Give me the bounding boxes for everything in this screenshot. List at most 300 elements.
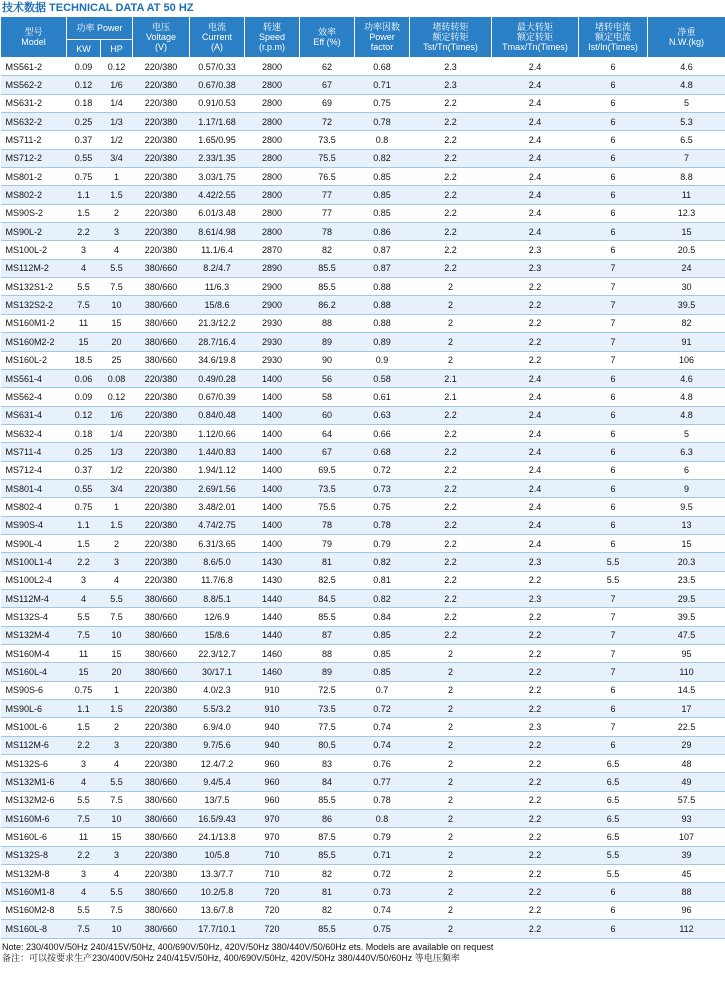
cell-starting-torque: 2 — [410, 828, 492, 846]
cell-hp: 1 — [101, 168, 133, 186]
header-voltage: 电压 Voltage (V) — [133, 17, 190, 58]
cell-efficiency: 64 — [300, 424, 355, 442]
cell-speed: 1400 — [245, 516, 300, 534]
table-row — [1, 76, 725, 94]
cell-power-factor: 0.71 — [355, 846, 410, 864]
cell-power-factor: 0.58 — [355, 369, 410, 387]
cell-starting-torque: 2 — [410, 755, 492, 773]
cell-starting-current: 6 — [579, 149, 648, 167]
cell-efficiency: 88 — [300, 314, 355, 332]
cell-net-weight: 49 — [648, 773, 725, 791]
cell-max-torque: 2.2 — [492, 351, 579, 369]
cell-current: 30/17.1 — [190, 663, 245, 681]
cell-starting-torque: 2 — [410, 314, 492, 332]
cell-current: 13.6/7.8 — [190, 901, 245, 919]
cell-model: MS632-2 — [1, 113, 67, 131]
cell-current: 2.33/1.35 — [190, 149, 245, 167]
cell-max-torque: 2.4 — [492, 149, 579, 167]
cell-efficiency: 79 — [300, 534, 355, 552]
cell-starting-torque: 2.2 — [410, 149, 492, 167]
cell-kw: 7.5 — [67, 920, 101, 938]
cell-net-weight: 15 — [648, 534, 725, 552]
cell-hp: 5.5 — [101, 773, 133, 791]
header-starting-current: 堵转电流 额定电流 Ist/In(Times) — [579, 17, 648, 58]
cell-current: 1.65/0.95 — [190, 131, 245, 149]
cell-kw: 15 — [67, 333, 101, 351]
cell-starting-torque: 2.2 — [410, 608, 492, 626]
cell-model: MS132M-4 — [1, 626, 67, 644]
cell-speed: 2800 — [245, 76, 300, 94]
cell-max-torque: 2.2 — [492, 791, 579, 809]
cell-starting-torque: 2 — [410, 700, 492, 718]
cell-hp: 5.5 — [101, 259, 133, 277]
cell-max-torque: 2.3 — [492, 589, 579, 607]
table-row — [1, 810, 725, 828]
cell-power-factor: 0.74 — [355, 736, 410, 754]
cell-model: MS132S-6 — [1, 755, 67, 773]
cell-speed: 1440 — [245, 589, 300, 607]
cell-voltage: 380/660 — [133, 828, 190, 846]
header-net-weight: 净重 N.W.(kg) — [648, 17, 725, 58]
cell-current: 28.7/16.4 — [190, 333, 245, 351]
table-row — [1, 883, 725, 901]
header-kw: KW — [67, 40, 101, 58]
cell-max-torque: 2.4 — [492, 76, 579, 94]
cell-max-torque: 2.4 — [492, 113, 579, 131]
cell-kw: 1.5 — [67, 204, 101, 222]
cell-power-factor: 0.72 — [355, 700, 410, 718]
cell-net-weight: 24 — [648, 259, 725, 277]
cell-power-factor: 0.72 — [355, 461, 410, 479]
table-row — [1, 241, 725, 259]
cell-net-weight: 107 — [648, 828, 725, 846]
cell-max-torque: 2.3 — [492, 259, 579, 277]
cell-kw: 0.09 — [67, 58, 101, 76]
table-row — [1, 424, 725, 442]
table-row — [1, 149, 725, 167]
table-row — [1, 553, 725, 571]
cell-speed: 1430 — [245, 553, 300, 571]
cell-power-factor: 0.75 — [355, 498, 410, 516]
cell-efficiency: 90 — [300, 351, 355, 369]
cell-starting-current: 5.5 — [579, 846, 648, 864]
cell-speed: 1430 — [245, 571, 300, 589]
cell-model: MS132S-8 — [1, 846, 67, 864]
cell-max-torque: 2.2 — [492, 828, 579, 846]
cell-model: MS160L-8 — [1, 920, 67, 938]
cell-starting-torque: 2.2 — [410, 516, 492, 534]
cell-efficiency: 67 — [300, 443, 355, 461]
cell-efficiency: 56 — [300, 369, 355, 387]
cell-speed: 710 — [245, 846, 300, 864]
table-row — [1, 443, 725, 461]
cell-kw: 0.18 — [67, 94, 101, 112]
cell-net-weight: 5 — [648, 424, 725, 442]
cell-power-factor: 0.85 — [355, 168, 410, 186]
cell-efficiency: 87 — [300, 626, 355, 644]
table-row — [1, 131, 725, 149]
cell-voltage: 220/380 — [133, 94, 190, 112]
cell-starting-current: 6 — [579, 461, 648, 479]
cell-efficiency: 72.5 — [300, 681, 355, 699]
table-row — [1, 113, 725, 131]
cell-starting-current: 6 — [579, 131, 648, 149]
cell-speed: 1400 — [245, 479, 300, 497]
cell-model: MS132M2-6 — [1, 791, 67, 809]
cell-speed: 940 — [245, 718, 300, 736]
note-chinese: 备注：可以按要求生产230/400V/50Hz 240/415V/50Hz, 400/690V/50Hz, 420V/50Hz 380/440V/50/60Hz 等电压频率 — [2, 952, 460, 963]
cell-max-torque: 2.4 — [492, 424, 579, 442]
cell-starting-current: 6 — [579, 883, 648, 901]
cell-kw: 7.5 — [67, 296, 101, 314]
cell-power-factor: 0.82 — [355, 149, 410, 167]
cell-starting-current: 6 — [579, 241, 648, 259]
cell-net-weight: 23.5 — [648, 571, 725, 589]
cell-model: MS712-2 — [1, 149, 67, 167]
cell-efficiency: 67 — [300, 76, 355, 94]
cell-max-torque: 2.4 — [492, 131, 579, 149]
cell-net-weight: 4.6 — [648, 58, 725, 76]
cell-speed: 1400 — [245, 534, 300, 552]
cell-current: 8.8/5.1 — [190, 589, 245, 607]
cell-kw: 0.25 — [67, 113, 101, 131]
header-power: 功率 Power — [67, 17, 133, 40]
cell-model: MS711-4 — [1, 443, 67, 461]
cell-starting-current: 6.5 — [579, 791, 648, 809]
cell-hp: 1.5 — [101, 516, 133, 534]
cell-starting-torque: 2.2 — [410, 443, 492, 461]
cell-starting-torque: 2 — [410, 810, 492, 828]
cell-model: MS561-2 — [1, 58, 67, 76]
cell-max-torque: 2.2 — [492, 314, 579, 332]
cell-net-weight: 17 — [648, 700, 725, 718]
cell-speed: 1400 — [245, 424, 300, 442]
cell-current: 5.5/3.2 — [190, 700, 245, 718]
cell-model: MS561-4 — [1, 369, 67, 387]
cell-voltage: 220/380 — [133, 461, 190, 479]
cell-starting-torque: 2 — [410, 865, 492, 883]
cell-current: 1.94/1.12 — [190, 461, 245, 479]
cell-power-factor: 0.84 — [355, 608, 410, 626]
cell-speed: 2800 — [245, 168, 300, 186]
cell-net-weight: 48 — [648, 755, 725, 773]
cell-max-torque: 2.4 — [492, 186, 579, 204]
cell-starting-current: 6.5 — [579, 828, 648, 846]
cell-net-weight: 57.5 — [648, 791, 725, 809]
cell-speed: 720 — [245, 901, 300, 919]
cell-starting-current: 6 — [579, 186, 648, 204]
cell-starting-current: 5.5 — [579, 865, 648, 883]
cell-speed: 2800 — [245, 58, 300, 76]
cell-efficiency: 89 — [300, 333, 355, 351]
cell-efficiency: 84.5 — [300, 589, 355, 607]
cell-voltage: 220/380 — [133, 204, 190, 222]
cell-power-factor: 0.89 — [355, 333, 410, 351]
cell-current: 10/5.8 — [190, 846, 245, 864]
cell-power-factor: 0.85 — [355, 186, 410, 204]
cell-efficiency: 85.5 — [300, 278, 355, 296]
cell-starting-torque: 2.2 — [410, 498, 492, 516]
cell-model: MS160L-4 — [1, 663, 67, 681]
table-row — [1, 351, 725, 369]
cell-model: MS160M2-8 — [1, 901, 67, 919]
cell-model: MS90L-6 — [1, 700, 67, 718]
cell-starting-current: 6 — [579, 406, 648, 424]
cell-kw: 2.2 — [67, 553, 101, 571]
cell-voltage: 220/380 — [133, 718, 190, 736]
cell-voltage: 220/380 — [133, 406, 190, 424]
table-row — [1, 901, 725, 919]
cell-current: 4.74/2.75 — [190, 516, 245, 534]
cell-hp: 4 — [101, 865, 133, 883]
cell-voltage: 380/660 — [133, 773, 190, 791]
cell-starting-torque: 2 — [410, 663, 492, 681]
cell-current: 13/7.5 — [190, 791, 245, 809]
table-row — [1, 534, 725, 552]
cell-starting-current: 5.5 — [579, 553, 648, 571]
cell-hp: 1 — [101, 681, 133, 699]
header-current: 电流 Current (A) — [190, 17, 245, 58]
cell-efficiency: 81 — [300, 883, 355, 901]
cell-net-weight: 20.5 — [648, 241, 725, 259]
cell-power-factor: 0.63 — [355, 406, 410, 424]
cell-net-weight: 110 — [648, 663, 725, 681]
cell-max-torque: 2.4 — [492, 406, 579, 424]
cell-max-torque: 2.4 — [492, 479, 579, 497]
cell-hp: 7.5 — [101, 278, 133, 296]
cell-voltage: 220/380 — [133, 755, 190, 773]
cell-speed: 2890 — [245, 259, 300, 277]
cell-efficiency: 75.5 — [300, 498, 355, 516]
cell-net-weight: 8.8 — [648, 168, 725, 186]
cell-efficiency: 76.5 — [300, 168, 355, 186]
cell-net-weight: 112 — [648, 920, 725, 938]
cell-speed: 2930 — [245, 351, 300, 369]
cell-max-torque: 2.2 — [492, 626, 579, 644]
cell-kw: 7.5 — [67, 810, 101, 828]
cell-speed: 1400 — [245, 443, 300, 461]
cell-starting-current: 6 — [579, 901, 648, 919]
cell-max-torque: 2.4 — [492, 369, 579, 387]
cell-hp: 1.5 — [101, 700, 133, 718]
cell-power-factor: 0.72 — [355, 865, 410, 883]
table-row — [1, 333, 725, 351]
cell-efficiency: 85.5 — [300, 920, 355, 938]
cell-hp: 10 — [101, 626, 133, 644]
cell-hp: 3/4 — [101, 479, 133, 497]
cell-starting-torque: 2.2 — [410, 131, 492, 149]
cell-kw: 11 — [67, 314, 101, 332]
cell-net-weight: 29.5 — [648, 589, 725, 607]
cell-starting-current: 7 — [579, 608, 648, 626]
cell-starting-current: 6 — [579, 920, 648, 938]
cell-hp: 0.08 — [101, 369, 133, 387]
cell-model: MS90L-4 — [1, 534, 67, 552]
cell-speed: 910 — [245, 700, 300, 718]
cell-model: MS160M1-8 — [1, 883, 67, 901]
cell-efficiency: 77 — [300, 204, 355, 222]
cell-current: 21.3/12.2 — [190, 314, 245, 332]
cell-voltage: 220/380 — [133, 516, 190, 534]
header-model: 型号 Model — [1, 17, 67, 58]
cell-current: 12/6.9 — [190, 608, 245, 626]
cell-model: MS160L-6 — [1, 828, 67, 846]
cell-net-weight: 39.5 — [648, 296, 725, 314]
cell-current: 15/8.6 — [190, 296, 245, 314]
cell-max-torque: 2.2 — [492, 920, 579, 938]
cell-power-factor: 0.87 — [355, 259, 410, 277]
cell-model: MS112M-2 — [1, 259, 67, 277]
cell-net-weight: 9 — [648, 479, 725, 497]
cell-model: MS801-4 — [1, 479, 67, 497]
cell-max-torque: 2.4 — [492, 534, 579, 552]
cell-kw: 1.1 — [67, 516, 101, 534]
cell-speed: 2800 — [245, 94, 300, 112]
cell-efficiency: 81 — [300, 553, 355, 571]
cell-voltage: 380/660 — [133, 259, 190, 277]
cell-starting-torque: 2.2 — [410, 204, 492, 222]
cell-efficiency: 75.5 — [300, 149, 355, 167]
cell-speed: 960 — [245, 791, 300, 809]
cell-kw: 2.2 — [67, 736, 101, 754]
table-row — [1, 773, 725, 791]
cell-voltage: 220/380 — [133, 681, 190, 699]
cell-speed: 2800 — [245, 131, 300, 149]
cell-kw: 5.5 — [67, 791, 101, 809]
cell-speed: 1440 — [245, 608, 300, 626]
cell-starting-torque: 2 — [410, 791, 492, 809]
cell-max-torque: 2.2 — [492, 736, 579, 754]
cell-efficiency: 83 — [300, 755, 355, 773]
table-row — [1, 296, 725, 314]
cell-net-weight: 106 — [648, 351, 725, 369]
cell-efficiency: 72 — [300, 113, 355, 131]
cell-speed: 1400 — [245, 406, 300, 424]
cell-kw: 1.1 — [67, 186, 101, 204]
cell-efficiency: 77 — [300, 186, 355, 204]
cell-starting-torque: 2.2 — [410, 223, 492, 241]
cell-max-torque: 2.4 — [492, 168, 579, 186]
cell-net-weight: 5 — [648, 94, 725, 112]
cell-hp: 15 — [101, 314, 133, 332]
cell-model: MS132S2-2 — [1, 296, 67, 314]
cell-max-torque: 2.2 — [492, 883, 579, 901]
cell-starting-torque: 2 — [410, 901, 492, 919]
header-max-torque: 最大转矩 额定转矩 Tmax/Tn(Times) — [492, 17, 579, 58]
cell-power-factor: 0.77 — [355, 773, 410, 791]
cell-max-torque: 2.2 — [492, 865, 579, 883]
table-row — [1, 681, 725, 699]
page-title: 技术数据 TECHNICAL DATA AT 50 HZ — [2, 2, 194, 14]
cell-kw: 4 — [67, 259, 101, 277]
cell-speed: 970 — [245, 810, 300, 828]
table-row — [1, 369, 725, 387]
cell-current: 16.5/9.43 — [190, 810, 245, 828]
table-row — [1, 718, 725, 736]
cell-model: MS112M-6 — [1, 736, 67, 754]
table-row — [1, 645, 725, 663]
table-row — [1, 700, 725, 718]
cell-speed: 710 — [245, 865, 300, 883]
cell-power-factor: 0.79 — [355, 828, 410, 846]
cell-max-torque: 2.2 — [492, 773, 579, 791]
cell-starting-torque: 2 — [410, 736, 492, 754]
cell-power-factor: 0.78 — [355, 113, 410, 131]
cell-current: 17.7/10.1 — [190, 920, 245, 938]
cell-model: MS160M-4 — [1, 645, 67, 663]
cell-hp: 1/6 — [101, 406, 133, 424]
cell-voltage: 220/380 — [133, 443, 190, 461]
cell-net-weight: 4.8 — [648, 388, 725, 406]
cell-hp: 20 — [101, 333, 133, 351]
cell-power-factor: 0.66 — [355, 424, 410, 442]
cell-max-torque: 2.2 — [492, 278, 579, 296]
cell-hp: 3 — [101, 223, 133, 241]
cell-voltage: 220/380 — [133, 498, 190, 516]
cell-speed: 1400 — [245, 369, 300, 387]
cell-hp: 1/2 — [101, 131, 133, 149]
cell-power-factor: 0.68 — [355, 443, 410, 461]
cell-voltage: 380/660 — [133, 314, 190, 332]
cell-max-torque: 2.2 — [492, 846, 579, 864]
cell-starting-torque: 2.2 — [410, 186, 492, 204]
header-speed: 转速 Speed (r.p.m) — [245, 17, 300, 58]
cell-hp: 1/3 — [101, 113, 133, 131]
cell-starting-current: 7 — [579, 626, 648, 644]
cell-net-weight: 39 — [648, 846, 725, 864]
cell-starting-torque: 2.2 — [410, 626, 492, 644]
table-row — [1, 314, 725, 332]
cell-starting-current: 5.5 — [579, 571, 648, 589]
table-row — [1, 865, 725, 883]
cell-starting-torque: 2 — [410, 883, 492, 901]
table-row — [1, 663, 725, 681]
cell-voltage: 220/380 — [133, 113, 190, 131]
cell-power-factor: 0.74 — [355, 901, 410, 919]
cell-starting-current: 6 — [579, 223, 648, 241]
cell-model: MS132S-4 — [1, 608, 67, 626]
cell-power-factor: 0.88 — [355, 296, 410, 314]
cell-voltage: 220/380 — [133, 241, 190, 259]
cell-hp: 2 — [101, 204, 133, 222]
table-row — [1, 920, 725, 938]
cell-voltage: 380/660 — [133, 278, 190, 296]
cell-hp: 1/4 — [101, 424, 133, 442]
header-hp: HP — [101, 40, 133, 58]
cell-starting-torque: 2.2 — [410, 406, 492, 424]
cell-model: MS132M1-6 — [1, 773, 67, 791]
cell-starting-torque: 2.2 — [410, 461, 492, 479]
cell-voltage: 220/380 — [133, 479, 190, 497]
cell-starting-current: 6.5 — [579, 810, 648, 828]
cell-net-weight: 13 — [648, 516, 725, 534]
cell-speed: 720 — [245, 920, 300, 938]
cell-hp: 7.5 — [101, 791, 133, 809]
cell-power-factor: 0.78 — [355, 516, 410, 534]
cell-max-torque: 2.2 — [492, 333, 579, 351]
cell-model: MS562-2 — [1, 76, 67, 94]
cell-kw: 0.09 — [67, 388, 101, 406]
table-row — [1, 828, 725, 846]
cell-hp: 2 — [101, 718, 133, 736]
cell-model: MS90S-6 — [1, 681, 67, 699]
cell-power-factor: 0.86 — [355, 223, 410, 241]
cell-net-weight: 47.5 — [648, 626, 725, 644]
table-row — [1, 791, 725, 809]
cell-hp: 2 — [101, 534, 133, 552]
cell-current: 0.84/0.48 — [190, 406, 245, 424]
cell-kw: 0.12 — [67, 406, 101, 424]
